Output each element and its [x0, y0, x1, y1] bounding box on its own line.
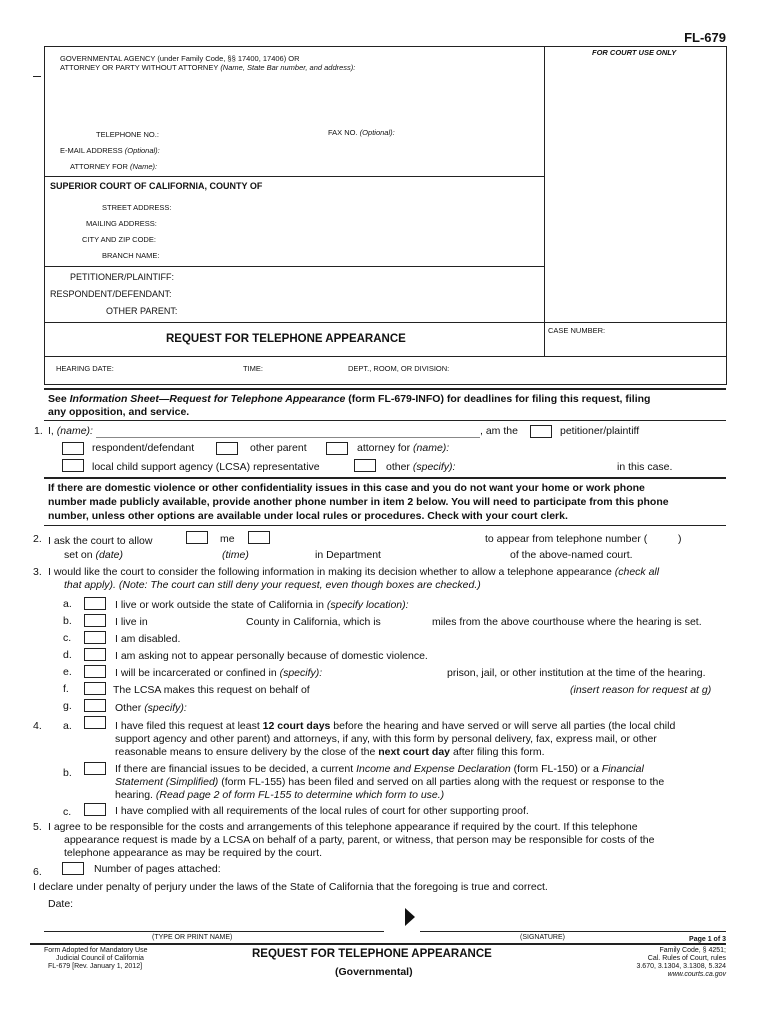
dept-label: DEPT., ROOM, OR DIVISION: [348, 364, 450, 373]
item3-a-letter: a. [63, 598, 72, 610]
item4-num: 4. [33, 720, 42, 732]
declaration: I declare under penalty of perjury under the laws of the State of California that the foregoing is true and correct. [33, 881, 548, 893]
item4-b-letter: b. [63, 767, 72, 779]
item1-name-line [96, 437, 480, 438]
item1-am-the: , am the [480, 425, 518, 437]
cite-line3: 3.670, 3.1304, 3.1308, 5.324 [636, 963, 726, 970]
mailing-label: MAILING ADDRESS: [86, 219, 157, 228]
name-line [44, 931, 384, 932]
item3-b-county: County in California, which is [246, 616, 381, 628]
form-code: FL-679 [684, 30, 726, 45]
email-label: E-MAIL ADDRESS (Optional): [60, 146, 160, 155]
agency-line2: ATTORNEY OR PARTY WITHOUT ATTORNEY (Name, State Bar number, and address): [60, 63, 356, 72]
item3-a-text: I live or work outside the state of California in (specify location): [115, 599, 409, 611]
item3-f-letter: f. [63, 683, 69, 695]
date-label: Date: [48, 898, 74, 910]
branch-label: BRANCH NAME: [102, 251, 160, 260]
item3-d-text: I am asking not to appear personally because of domestic violence. [115, 650, 428, 662]
item5-num: 5. [33, 821, 42, 833]
respondent-option: respondent/defendant [92, 442, 195, 454]
other-parent-checkbox[interactable] [216, 442, 238, 455]
item4-a-letter: a. [63, 720, 72, 732]
item5-line3: telephone appearance as may be required by the court. [64, 847, 323, 859]
type-name-label: (TYPE OR PRINT NAME) [152, 934, 233, 941]
item3-num: 3. [33, 566, 42, 578]
item2-text: I ask the court to allow [48, 535, 153, 547]
right-border [726, 46, 727, 385]
respondent-label: RESPONDENT/DEFENDANT: [50, 289, 172, 299]
item4-a-line3: reasonable means to ensure delivery by the close of the next court day after filing this form. [115, 746, 545, 758]
see-info-line1: See Information Sheet—Request for Telephone Appearance (form FL-679-INFO) for deadlines for filing this request, filing [48, 393, 651, 405]
item3-f-checkbox[interactable] [84, 682, 106, 695]
lcsa-option: local child support agency (LCSA) representative [92, 461, 320, 473]
item2-num: 2. [33, 533, 42, 545]
item1-name-label: I, (name): [48, 425, 93, 437]
footer-title: REQUEST FOR TELEPHONE APPEARANCE [252, 948, 492, 960]
adopted-line2: Judicial Council of California [56, 955, 144, 962]
case-number-label: CASE NUMBER: [548, 326, 606, 335]
item3-line1: I would like the court to consider the following information in making its decision whether to allow a telephone appearance (check all [48, 566, 660, 578]
telephone-close-paren: ) [678, 533, 682, 545]
item3-e-text: I will be incarcerated or confined in (specify): [115, 667, 323, 679]
item3-b-miles: miles from the above courthouse where the hearing is set. [432, 616, 702, 628]
top-border [44, 46, 726, 47]
item3-c-letter: c. [63, 632, 72, 644]
other-parent-option: other parent [250, 442, 307, 454]
item5-line1: I agree to be responsible for the costs and arrangements of this telephone appearance if required by the court. If this telephone [48, 821, 638, 833]
item4-a-line1: I have filed this request at least 12 court days before the hearing and have served or will serve all parties (the local child [115, 720, 676, 732]
item3-g-letter: g. [63, 700, 72, 712]
respondent-checkbox[interactable] [62, 442, 84, 455]
hearing-date-label: HEARING DATE: [56, 364, 114, 373]
item4-a-checkbox[interactable] [84, 716, 106, 729]
item4-a-line2: support agency and other parent) and attorneys, if any, with this form by personal delivery, fax, express mail, or other [115, 733, 657, 745]
item3-g-checkbox[interactable] [84, 699, 106, 712]
signature-label: (SIGNATURE) [520, 934, 565, 941]
me-option: me [220, 533, 235, 545]
footer-top-rule [30, 943, 726, 945]
cite-line2: Cal. Rules of Court, rules [647, 955, 726, 962]
item4-c-checkbox[interactable] [84, 803, 106, 816]
item3-f-text: The LCSA makes this request on behalf of [113, 684, 310, 696]
item4-b-checkbox[interactable] [84, 762, 106, 775]
item3-d-letter: d. [63, 649, 72, 661]
divider-parties [44, 266, 544, 267]
court-use-divider [544, 46, 545, 356]
item3-c-text: I am disabled. [115, 633, 181, 645]
divider-hearing [44, 356, 726, 357]
item6-num: 6. [33, 866, 42, 878]
item4-c-text: I have complied with all requirements of the local rules of court for other supporting proof. [115, 805, 529, 817]
warning-line3: number, unless other options are available under local rules or procedures. Check with your court clerk. [48, 510, 568, 522]
petitioner-option: petitioner/plaintiff [560, 425, 640, 437]
side-tick [33, 76, 41, 77]
attorney-for-label: ATTORNEY FOR (Name): [70, 162, 158, 171]
item3-b-checkbox[interactable] [84, 614, 106, 627]
city-label: CITY AND ZIP CODE: [82, 235, 156, 244]
item3-e-prison: prison, jail, or other institution at the time of the hearing. [447, 667, 706, 679]
court-title: SUPERIOR COURT OF CALIFORNIA, COUNTY OF [50, 181, 263, 191]
form-title: REQUEST FOR TELEPHONE APPEARANCE [166, 333, 406, 345]
item3-line2: that apply). (Note: The court can still deny your request, even though boxes are checked.) [64, 579, 481, 591]
divider-hearing-bottom [44, 384, 726, 385]
item4-b-line1: If there are financial issues to be decided, a current Income and Expense Declaration (form FL-150) or a Financial [115, 763, 644, 775]
in-this-case: in this case. [617, 461, 673, 473]
warning-line2: number made publicly available, provide another phone number in item 2 below. You will need to participate from this phone [48, 496, 669, 508]
telephone-number-label: to appear from telephone number ( [485, 533, 648, 545]
footer-subtitle: (Governmental) [335, 966, 413, 978]
sign-here-arrow-icon [405, 908, 415, 926]
item3-g-text: Other (specify): [115, 702, 187, 714]
info-box-bottom [44, 420, 726, 421]
telephone-label: TELEPHONE NO.: [96, 130, 159, 139]
item2-time-label: (time) [222, 549, 249, 561]
fax-label: FAX NO. (Optional): [328, 128, 395, 137]
petitioner-checkbox[interactable] [530, 425, 552, 438]
me-checkbox[interactable] [186, 531, 208, 544]
item4-b-line3: hearing. (Read page 2 of form FL-155 to determine which form to use.) [115, 789, 445, 801]
department-label: in Department [315, 549, 381, 561]
warning-box-bottom [44, 525, 726, 526]
see-info-line2: any opposition, and service. [48, 406, 190, 418]
item3-e-letter: e. [63, 666, 72, 678]
court-website-link[interactable]: www.courts.ca.gov [667, 971, 726, 978]
left-border [44, 46, 45, 385]
divider-court [44, 176, 544, 177]
warning-box-top [44, 477, 726, 479]
item5-line2: appearance request is made by a LCSA on behalf of a party, parent, or witness, that person may be responsible for costs of the [64, 834, 655, 846]
street-label: STREET ADDRESS: [102, 203, 172, 212]
court-use-label: FOR COURT USE ONLY [592, 48, 677, 57]
adopted-line1: Form Adopted for Mandatory Use [44, 947, 148, 954]
cite-line1: Family Code, § 4251; [659, 947, 726, 954]
set-on-label: set on (date) [64, 549, 123, 561]
agency-line1: GOVERNMENTAL AGENCY (under Family Code, §§ 17400, 17406) OR [60, 54, 300, 63]
signature-line [420, 931, 726, 932]
other-checkbox[interactable] [354, 459, 376, 472]
item6-text: Number of pages attached: [94, 863, 221, 875]
above-named-court: of the above-named court. [510, 549, 633, 561]
item6-checkbox[interactable] [62, 862, 84, 875]
divider-title [44, 322, 726, 323]
item3-b-letter: b. [63, 615, 72, 627]
lcsa-checkbox[interactable] [62, 459, 84, 472]
item3-b-text: I live in [115, 616, 148, 628]
item3-d-checkbox[interactable] [84, 648, 106, 661]
other-parent-label: OTHER PARENT: [106, 306, 178, 316]
petitioner-label: PETITIONER/PLAINTIFF: [70, 272, 175, 282]
item3-f-insert: (insert reason for request at g) [570, 684, 712, 696]
attorney-for-option: attorney for (name): [357, 442, 450, 454]
info-box-top [44, 388, 726, 390]
other-option: other (specify): [386, 461, 456, 473]
item3-e-checkbox[interactable] [84, 665, 106, 678]
attorney-for-checkbox[interactable] [326, 442, 348, 455]
item1-num: 1. [34, 425, 43, 437]
item4-c-letter: c. [63, 806, 72, 818]
item3-a-checkbox[interactable] [84, 597, 106, 610]
adopted-line3: FL-679 [Rev. January 1, 2012] [48, 963, 143, 970]
time-label: TIME: [243, 364, 263, 373]
page-number: Page 1 of 3 [689, 936, 726, 943]
item3-c-checkbox[interactable] [84, 631, 106, 644]
item2-other-checkbox[interactable] [248, 531, 270, 544]
item4-b-line2: Statement (Simplified) (form FL-155) has been filed and served on all parties along with the request or response to the [115, 776, 665, 788]
warning-line1: If there are domestic violence or other confidentiality issues in this case and you do not want your home or work phone [48, 482, 645, 494]
